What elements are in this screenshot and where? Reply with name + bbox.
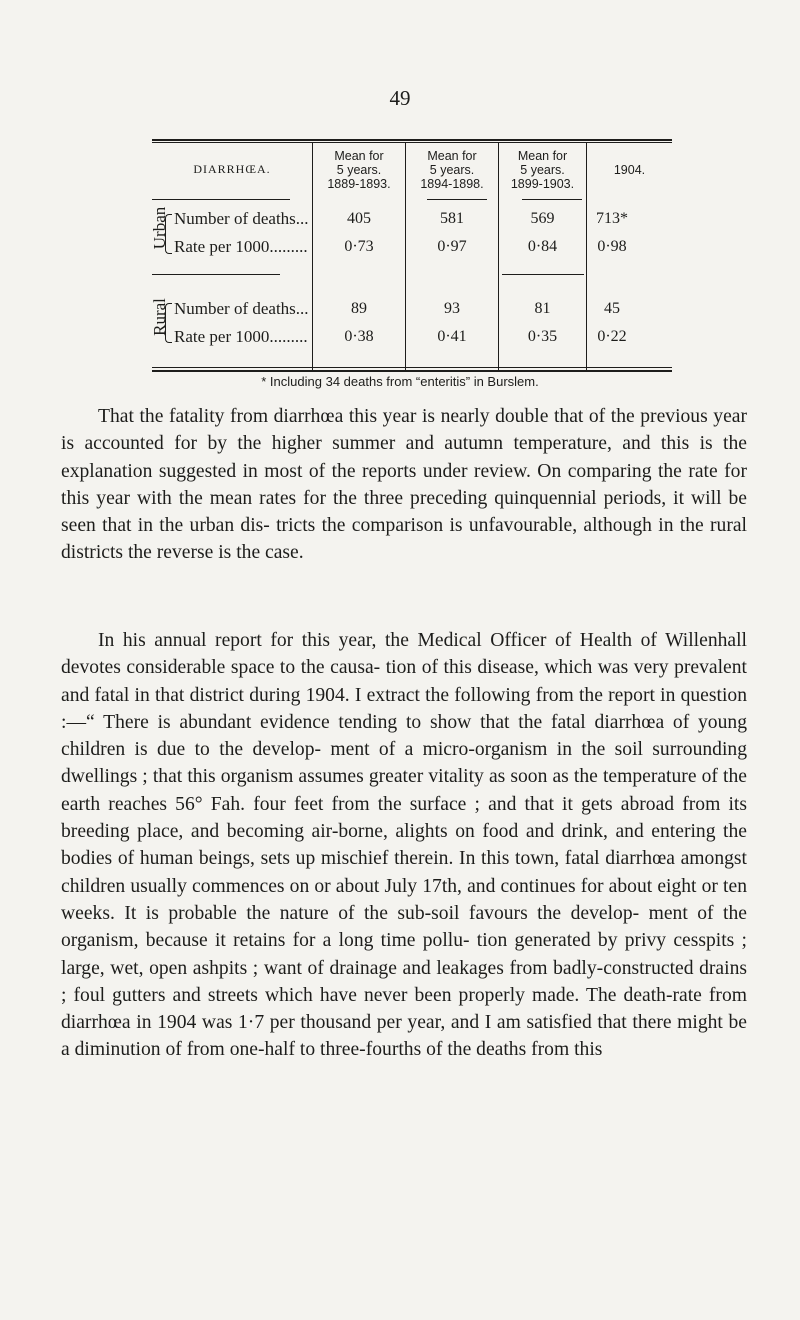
table-footnote: * Including 34 deaths from “enteritis” in Burslem. <box>261 374 539 389</box>
urban-rate-1904: 0·98 <box>597 238 627 255</box>
urban-rate-1889: 0·73 <box>344 238 374 255</box>
table-top-rule <box>152 139 672 141</box>
urban-deaths-1904: 713* <box>596 210 628 227</box>
paragraph-2: In his annual report for this year, the Medical Officer of Health of Willenhall devotes considerable space to the causa- tion of this disease, which was very prevalent and fatal in that district during 1904. I extract the following from the report in question :—“ There is abundant evidence tending to show that the fatal diarrhœa of young children is due to the develop- ment of a micro-organism in the soil surrounding dwellings ; that this organism assumes greater vitality as soon as the temperature of the earth reaches 56° Fah. four feet from the surface ; and that it gets abroad from its breeding place, and becoming air-borne, alights on food and drink, and entering the bodies of human beings, sets up mischief therein. In this town, fatal diarrhœa amongst children usually commences on or about July 17th, and continues for about eight or ten weeks. It is probable the nature of the sub-soil favours the develop- ment of the organism, because it retains for a long time pollu- tion generated by privy cesspits ; large, wet, open ashpits ; want of drainage and leakages from badly-constructed drains ; foul gutters and streets which have never been properly made. The death-rate from diarrhœa in 1904 was 1·7 per thousand per year, and I am satisfied that there might be a diminution of from one-half to three-fourths of the deaths from this <box>61 630 747 1061</box>
group-rule-a <box>152 274 280 275</box>
table-top-rule-2 <box>152 142 672 143</box>
table-bottom-rule-2 <box>152 370 672 372</box>
header-rule-a <box>152 199 290 200</box>
row-label-rural-deaths: Number of deaths... <box>174 299 309 318</box>
group-label-urban: Urban <box>150 206 169 250</box>
urban-deaths-1894: 581 <box>440 210 464 227</box>
col-header-1904: 1904. <box>613 163 646 177</box>
header-rule-b <box>427 199 487 200</box>
diarrhoea-table <box>152 139 672 371</box>
group-label-rural: Rural <box>150 298 169 336</box>
rural-rate-1889: 0·38 <box>344 328 374 345</box>
rural-rate-1899: 0·35 <box>527 328 558 345</box>
group-rule-b <box>502 274 584 275</box>
col-header-1889-1893: Mean for 5 years. 1889-1893. <box>327 149 391 191</box>
urban-deaths-1889: 405 <box>347 210 371 227</box>
row-header-label: DIARRHŒA. <box>193 162 271 176</box>
rural-rate-1894: 0·41 <box>437 328 467 345</box>
brace-urban <box>165 214 172 254</box>
rural-deaths-1889: 89 <box>351 300 367 317</box>
urban-deaths-1899: 569 <box>530 210 555 227</box>
col-header-1899-1903: Mean for 5 years. 1899-1903. <box>510 149 575 191</box>
urban-rate-1899: 0·84 <box>527 238 558 255</box>
table-bottom-rule <box>152 367 672 368</box>
header-rule-c <box>522 199 582 200</box>
row-label-urban-rate: Rate per 1000......... <box>174 237 308 256</box>
rural-deaths-1899: 81 <box>534 300 551 317</box>
rural-deaths-1894: 93 <box>444 300 460 317</box>
brace-rural <box>165 303 172 343</box>
rural-rate-1904: 0·22 <box>597 328 627 345</box>
urban-rate-1894: 0·97 <box>437 238 467 255</box>
page-number: 49 <box>389 86 411 110</box>
row-label-rural-rate: Rate per 1000......... <box>174 327 308 346</box>
col-header-1894-1898: Mean for 5 years. 1894-1898. <box>420 149 484 191</box>
rural-deaths-1904: 45 <box>604 300 620 317</box>
row-label-urban-deaths: Number of deaths... <box>174 209 309 228</box>
paragraph-1: That the fatality from diarrhœa this year is nearly double that of the previous year is accounted for by the higher summer and autumn temperature, and this is the explanation suggested in most of the reports under review. On comparing the rate for this year with the mean rates for the three preceding quinquennial periods, it will be seen that in the urban dis- tricts the comparison is unfavourable, although in the rural districts the reverse is the case. <box>61 406 747 564</box>
